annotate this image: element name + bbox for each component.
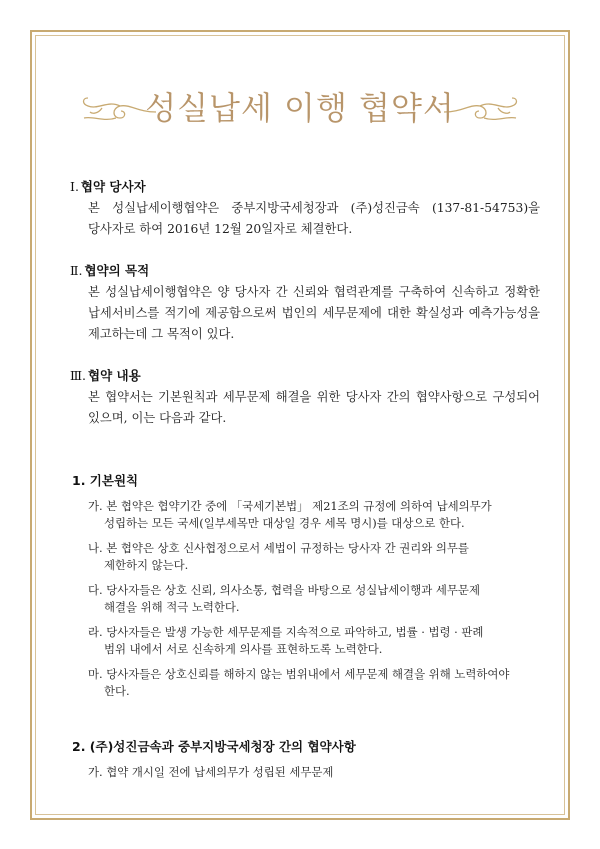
section-number: Ⅲ.: [70, 368, 87, 383]
section-title: 협약 내용: [88, 368, 141, 383]
item-label: 가.: [88, 499, 103, 513]
item-text-continued: 제한하지 않는다.: [104, 558, 189, 572]
section-body: 본 성실납세이행협약은 양 당사자 간 신뢰와 협력관계를 구축하여 신속하고 정확한 납세서비스를 적기에 제공함으로써 법인의 세무문제에 대한 확실성과 예측가능성을 제고하는데 그 목적이 있다.: [88, 285, 540, 341]
subsection-agreement-items: [72, 738, 542, 789]
section-parties: [70, 178, 540, 240]
item-text-continued: 한다.: [104, 684, 130, 698]
section-heading: [70, 367, 540, 385]
subsection-basic-principles: [72, 472, 542, 708]
item-text-continued: 범위 내에서 서로 신속하게 의사를 표현하도록 노력한다.: [104, 642, 383, 656]
agreement-list: [88, 764, 542, 781]
item-text-continued: 해결을 위해 적극 노력한다.: [104, 600, 240, 614]
section-contents: [70, 367, 540, 429]
item-label: 다.: [88, 583, 103, 597]
section-heading: [70, 178, 540, 196]
item-text: 본 협약은 상호 신사협정으로서 세법이 규정하는 당사자 간 권리와 의무를: [106, 541, 469, 555]
list-item: [88, 624, 542, 658]
section-number: Ⅱ.: [70, 263, 83, 278]
list-item: [88, 582, 542, 616]
item-text: 협약 개시일 전에 납세의무가 성립된 세무문제: [106, 765, 334, 779]
item-label: 마.: [88, 667, 103, 681]
item-text: 당사자들은 상호 신뢰, 의사소통, 협력을 바탕으로 성실납세이행과 세무문제: [106, 583, 480, 597]
section-title: 협약의 목적: [84, 263, 150, 278]
section-number: Ⅰ.: [70, 179, 79, 194]
section-body: 본 협약서는 기본원칙과 세무문제 해결을 위한 당사자 간의 협약사항으로 구성되어 있으며, 이는 다음과 같다.: [88, 390, 540, 425]
item-label: 가.: [88, 765, 103, 779]
list-item: [88, 666, 542, 700]
subsection-heading: 1. 기본원칙: [72, 473, 139, 488]
item-text: 당사자들은 상호신뢰를 해하지 않는 범위내에서 세무문제 해결을 위해 노력하여야: [106, 667, 510, 681]
item-text: 본 협약은 협약기간 중에 「국세기본법」 제21조의 규정에 의하여 납세의무가: [106, 499, 492, 513]
section-purpose: [70, 262, 540, 345]
subsection-heading: 2. (주)성진금속과 중부지방국세청장 간의 협약사항: [72, 739, 356, 754]
title-area: [0, 86, 600, 136]
list-item: [88, 498, 542, 532]
item-text: 당사자들은 발생 가능한 세무문제를 지속적으로 파악하고, 법률 · 법령 · 판례: [106, 625, 484, 639]
list-item: [88, 764, 542, 781]
section-title: 협약 당사자: [80, 179, 146, 194]
principle-list: [88, 498, 542, 700]
item-text-continued: 성립하는 모든 국세(일부세목만 대상일 경우 세목 명시)를 대상으로 한다.: [104, 516, 465, 530]
section-heading: [70, 262, 540, 280]
document-title: 성실납세 이행 협약서: [145, 89, 455, 127]
list-item: [88, 540, 542, 574]
main-sections: [70, 178, 540, 429]
item-label: 나.: [88, 541, 103, 555]
section-body: 본 성실납세이행협약은 중부지방국세청장과 (주)성진금속 (137-81-54753)을 당사자로 하여 2016년 12월 20일자로 체결한다.: [88, 201, 540, 236]
item-label: 라.: [88, 625, 103, 639]
